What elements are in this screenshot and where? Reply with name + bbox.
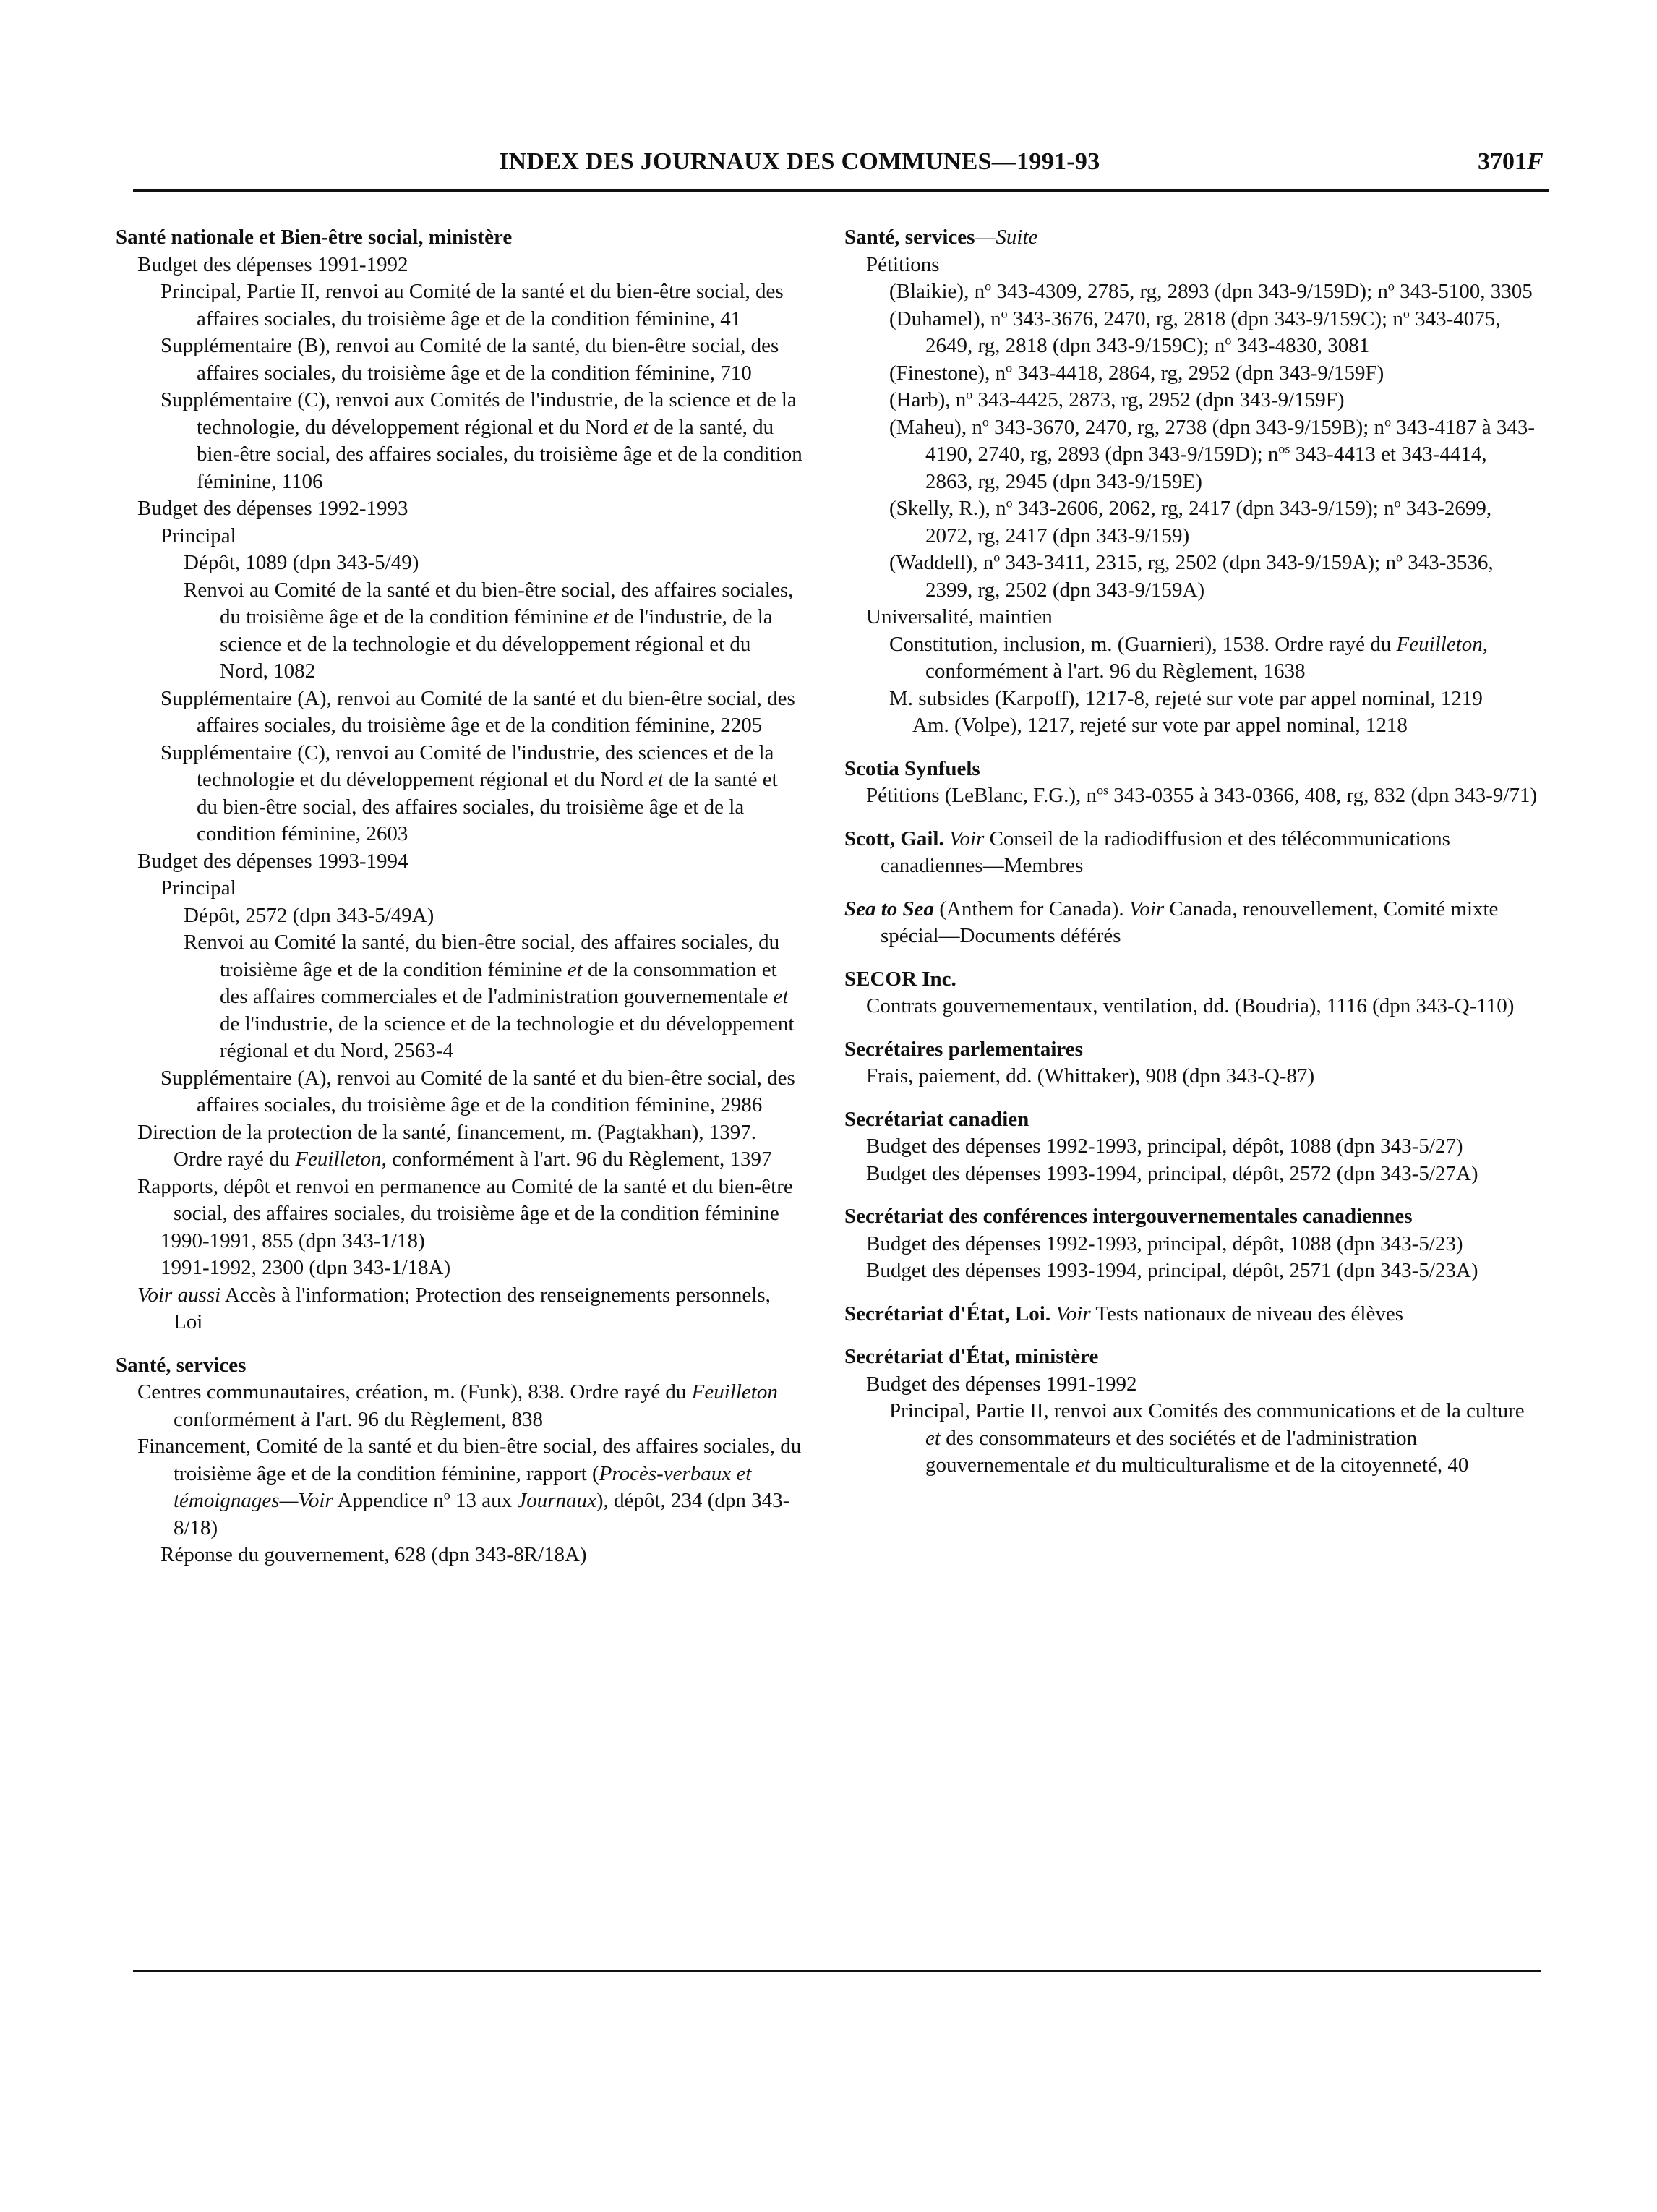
index-heading: Santé nationale et Bien-être social, ministère xyxy=(116,226,513,249)
index-entry: Principal, Partie II, renvoi au Comité de la santé et du bien-être social, des affaires sociales, du troisième âge et de la condition féminine, 41 xyxy=(160,280,784,330)
page-number-digits: 3701 xyxy=(1478,148,1527,175)
index-heading: SECOR Inc. xyxy=(844,967,956,991)
index-entry: Direction de la protection de la santé, financement, m. (Pagtakhan), 1397. Ordre rayé du Feuilleton, conformément à l'art. 96 du Règlement, 1397 xyxy=(137,1120,772,1171)
index-entry: Budget des dépenses 1992-1993, principal, dépôt, 1088 (dpn 343-5/23) xyxy=(866,1231,1463,1255)
page-number xyxy=(1478,148,1543,176)
index-heading: Sea to Sea (Anthem for Canada). Voir Canada, renouvellement, Comité mixte spécial—Documents déférés xyxy=(844,897,1499,947)
index-entry: Universalité, maintien xyxy=(866,605,1053,628)
index-entry: Budget des dépenses 1991-1992 xyxy=(137,252,408,276)
index-entry: Supplémentaire (C), renvoi au Comité de l'industrie, des sciences et de la technologie et du développement régional et du Nord et de la santé et du bien-être social, des affaires sociales, du troisième âge et de la condition féminine, 2603 xyxy=(160,740,778,845)
index-entry: (Skelly, R.), $n^o$ 343-2606, 2062, rg, 2417 (dpn 343-9/159); $n^o$ 343-2699, 2072, rg, 2417 (dpn 343-9/159) xyxy=(889,495,1492,547)
index-entry: Réponse du gouvernement, 628 (dpn 343-8R/18A) xyxy=(160,1543,587,1566)
index-entry: Am. (Volpe), 1217, rejeté sur vote par appel nominal, 1218 xyxy=(912,714,1408,737)
index-entry: Dépôt, 2572 (dpn 343-5/49A) xyxy=(184,903,434,927)
index-entry: (Maheu), $n^o$ 343-3670, 2470, rg, 2738 (dpn 343-9/159B); $n^o$ 343-4187 à 343-4190, 2740, rg, 2893 (dpn 343-9/159D); $n^{os}$ 343-4413 et 343-4414, 2863, rg, 2945 (dpn 343-9/159E) xyxy=(889,414,1535,493)
index-entry: Financement, Comité de la santé et du bien-être social, des affaires sociales, du troisième âge et de la condition féminine, rapport (Procès-verbaux et témoignages—Voir Appendice $n^o$ 13 aux Journaux), dépôt, 234 (dpn 343-8/18) xyxy=(137,1435,802,1540)
index-heading: Scotia Synfuels xyxy=(844,756,980,780)
index-entry: (Finestone), $n^o$ 343-4418, 2864, rg, 2952 (dpn 343-9/159F) xyxy=(889,359,1384,385)
index-heading: Scott, Gail. Voir Conseil de la radiodiffusion et des télécommunications canadiennes—Membres xyxy=(844,827,1450,877)
index-entry: Budget des dépenses 1992-1993, principal, dépôt, 1088 (dpn 343-5/27) xyxy=(866,1135,1463,1158)
index-entry: Budget des dépenses 1993-1994, principal, dépôt, 2572 (dpn 343-5/27A) xyxy=(866,1161,1478,1185)
index-entry: (Duhamel), $n^o$ 343-3676, 2470, rg, 2818 (dpn 343-9/159C); $n^o$ 343-4075, 2649, rg, 2818 (dpn 343-9/159C); $n^o$ 343-4830, 3081 xyxy=(889,305,1501,357)
index-entry: Pétitions (LeBlanc, F.G.), $n^{os}$ 343-0355 à 343-0366, 408, rg, 832 (dpn 343-9/71) xyxy=(866,782,1538,807)
footer-rule xyxy=(133,1970,1541,1972)
index-entry: Supplémentaire (C), renvoi aux Comités de l'industrie, de la science et de la technologie, du développement régional et du Nord et de la santé, du bien-être social, des affaires sociales, du troisième âge et de la condition féminine, 1106 xyxy=(160,388,802,493)
index-entry: Principal xyxy=(160,876,236,900)
index-heading: Secrétariat d'État, ministère xyxy=(844,1345,1099,1368)
index-heading: Secrétariat canadien xyxy=(844,1107,1029,1131)
index-entry: Dépôt, 1089 (dpn 343-5/49) xyxy=(184,551,419,574)
index-entry: Centres communautaires, création, m. (Funk), 838. Ordre rayé du Feuilleton conformément à l'art. 96 du Règlement, 838 xyxy=(137,1380,778,1431)
index-entry: Principal, Partie II, renvoi aux Comités des communications et de la culture et des consommateurs et des sociétés et de l'administration gouvernementale et du multiculturalisme et de la citoyenneté, 40 xyxy=(889,1399,1525,1477)
index-entry: Budget des dépenses 1991-1992 xyxy=(866,1372,1137,1396)
right-column xyxy=(844,224,1538,1479)
index-entry: (Waddell), $n^o$ 343-3411, 2315, rg, 2502 (dpn 343-9/159A); $n^o$ 343-3536, 2399, rg, 2502 (dpn 343-9/159A) xyxy=(889,550,1494,602)
index-entry: Supplémentaire (A), renvoi au Comité de la santé et du bien-être social, des affaires sociales, du troisième âge et de la condition féminine, 2986 xyxy=(160,1066,795,1116)
index-entry: Frais, paiement, dd. (Whittaker), 908 (dpn 343-Q-87) xyxy=(866,1064,1315,1088)
index-heading: Secrétaires parlementaires xyxy=(844,1037,1083,1061)
index-entry: Renvoi au Comité la santé, du bien-être social, des affaires sociales, du troisième âge et de la condition féminine et de la consommation et des affaires commerciales et de l'administration gouvernementale et de l'industrie, de la science et de la technologie et du développement régional et du Nord, 2563-4 xyxy=(184,931,795,1062)
index-entry: M. subsides (Karpoff), 1217-8, rejeté sur vote par appel nominal, 1219 xyxy=(889,686,1483,710)
index-heading: Santé, services—Suite xyxy=(844,226,1038,249)
index-entry: (Harb), $n^o$ 343-4425, 2873, rg, 2952 (dpn 343-9/159F) xyxy=(889,387,1345,411)
index-heading: Secrétariat d'État, Loi. Voir Tests nationaux de niveau des élèves xyxy=(844,1302,1404,1325)
index-entry: 1991-1992, 2300 (dpn 343-1/18A) xyxy=(160,1256,451,1279)
index-entry: Pétitions xyxy=(866,252,940,276)
index-entry: Constitution, inclusion, m. (Guarnieri), 1538. Ordre rayé du Feuilleton, conformément à l'art. 96 du Règlement, 1638 xyxy=(889,632,1488,683)
index-entry: Budget des dépenses 1993-1994, principal, dépôt, 2571 (dpn 343-5/23A) xyxy=(866,1259,1478,1282)
left-column xyxy=(116,224,802,1569)
index-entry: Rapports, dépôt et renvoi en permanence au Comité de la santé et du bien-être social, des affaires sociales, du troisième âge et de la condition féminine xyxy=(137,1174,793,1225)
index-heading: Secrétariat des conférences intergouvernementales canadiennes xyxy=(844,1205,1413,1228)
index-entry: Voir aussi Accès à l'information; Protection des renseignements personnels, Loi xyxy=(137,1283,771,1333)
index-entry: Contrats gouvernementaux, ventilation, dd. (Boudria), 1116 (dpn 343-Q-110) xyxy=(866,994,1515,1017)
index-entry: (Blaikie), $n^o$ 343-4309, 2785, rg, 2893 (dpn 343-9/159D); $n^o$ 343-5100, 3305 xyxy=(889,278,1533,303)
page-number-suffix: F xyxy=(1527,148,1543,175)
index-heading: Santé, services xyxy=(116,1353,247,1377)
header-rule xyxy=(133,189,1549,192)
index-entry: Supplémentaire (B), renvoi au Comité de la santé, du bien-être social, des affaires sociales, du troisième âge et de la condition féminine, 710 xyxy=(160,334,779,385)
index-entry: Budget des dépenses 1992-1993 xyxy=(137,497,408,520)
index-entry: 1990-1991, 855 (dpn 343-1/18) xyxy=(160,1229,425,1252)
index-entry: Supplémentaire (A), renvoi au Comité de la santé et du bien-être social, des affaires sociales, du troisième âge et de la condition féminine, 2205 xyxy=(160,686,795,737)
index-entry: Principal xyxy=(160,524,236,547)
index-entry: Renvoi au Comité de la santé et du bien-être social, des affaires sociales, du troisième âge et de la condition féminine et de l'industrie, de la science et de la technologie et du développement régional et du Nord, 1082 xyxy=(184,578,794,683)
page-title: INDEX DES JOURNAUX DES COMMUNES—1991-93 xyxy=(499,148,1100,175)
index-entry: Budget des dépenses 1993-1994 xyxy=(137,849,408,873)
